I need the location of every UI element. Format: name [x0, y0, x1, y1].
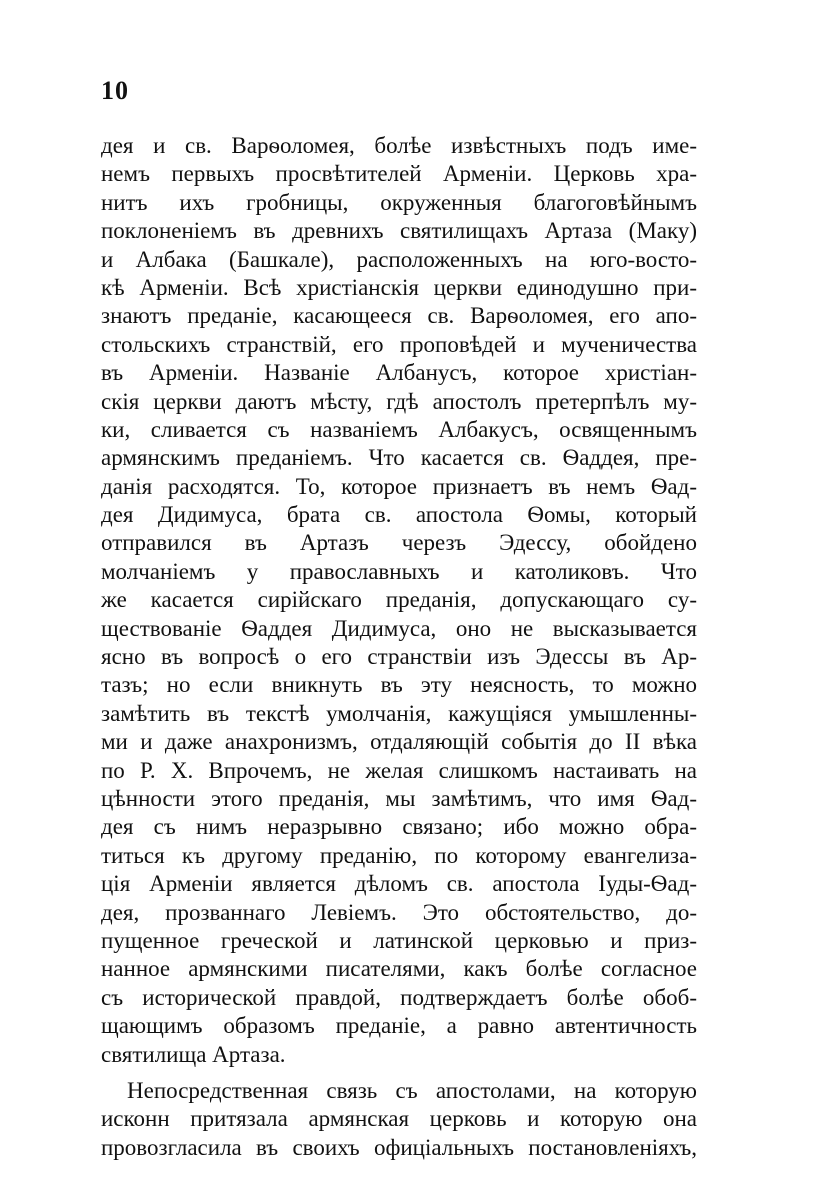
text-line: скія церкви даютъ мѣсту, гдѣ апостолъ претерпѣлъ му-	[101, 388, 697, 414]
text-line: исконн притязала армянская церковь и которую она	[101, 1106, 697, 1132]
paragraph-1	[101, 132, 697, 1069]
text-line: съ исторической правдой, подтверждаетъ болѣе обоб-	[101, 984, 697, 1010]
text-line: же касается сирійскаго преданія, допускающаго су-	[101, 587, 697, 613]
text-line: святилища Артаза.	[101, 1041, 286, 1067]
text-line: ми и даже анахронизмъ, отдаляющій событія до II вѣка	[101, 729, 697, 755]
text-line: дея Дидимуса, брата св. апостола Ѳомы, который	[101, 502, 697, 528]
text-line: поклоненіемъ въ древнихъ святилищахъ Артаза (Маку)	[101, 218, 697, 244]
paragraph-gap	[101, 1069, 697, 1077]
text-line: ки, сливается съ названіемъ Албакусъ, освященнымъ	[101, 416, 697, 442]
text-line: по Р. Х. Впрочемъ, не желая слишкомъ настаивать на	[101, 757, 697, 783]
page-text	[101, 132, 697, 1162]
text-line: молчаніемъ у православныхъ и католиковъ. Что	[101, 558, 697, 584]
text-line: ція Арменіи является дѣломъ св. апостола Іуды-Ѳад-	[101, 871, 697, 897]
text-line: знаютъ преданіе, касающееся св. Варѳоломея, его апо-	[101, 303, 697, 329]
text-line: дея съ нимъ неразрывно связано; ибо можно обра-	[101, 814, 697, 840]
text-line: титься къ другому преданію, по которому евангелиза-	[101, 842, 697, 868]
text-line: ясно въ вопросѣ о его странствіи изъ Эдессы въ Ар-	[101, 644, 697, 670]
text-line: отправился въ Артазъ черезъ Эдессу, обойдено	[101, 530, 697, 556]
text-line: нанное армянскими писателями, какъ болѣе согласное	[101, 956, 697, 982]
text-line: тазъ; но если вникнуть въ эту неясность, то можно	[101, 672, 697, 698]
paragraph-2	[101, 1077, 697, 1162]
text-line: Непосредственная связь съ апостолами, на которую	[127, 1077, 697, 1103]
text-line: стольскихъ странствій, его проповѣдей и мученичества	[101, 331, 697, 357]
text-line: цѣнности этого преданія, мы замѣтимъ, что имя Ѳад-	[101, 785, 697, 811]
text-line: пущенное греческой и латинской церковью и приз-	[101, 927, 697, 953]
text-line: нитъ ихъ гробницы, окруженныя благоговѣйнымъ	[101, 189, 697, 215]
text-line: ществованіе Ѳаддея Дидимуса, оно не высказывается	[101, 615, 697, 641]
text-line: армянскимъ преданіемъ. Что касается св. Ѳаддея, пре-	[101, 445, 697, 471]
text-line: дея, прозваннаго Левіемъ. Это обстоятельство, до-	[101, 899, 697, 925]
text-line: дея и св. Варѳоломея, болѣе извѣстныхъ подъ име-	[101, 133, 697, 158]
text-line: данія расходятся. То, которое признаетъ въ немъ Ѳад-	[101, 473, 697, 499]
text-line: провозгласила въ своихъ офиціальныхъ постановленіяхъ,	[101, 1134, 697, 1160]
text-line: щающимъ образомъ преданіе, а равно автентичность	[101, 1013, 697, 1039]
text-line: и Албака (Башкале), расположенныхъ на юго-восто-	[101, 246, 697, 272]
page-number: 10	[101, 76, 129, 105]
text-line: немъ первыхъ просвѣтителей Арменіи. Церковь хра-	[101, 161, 697, 187]
text-line: кѣ Арменіи. Всѣ христіанскія церкви единодушно при-	[101, 274, 697, 300]
text-line: въ Арменіи. Названіе Албанусъ, которое христіан-	[101, 360, 697, 386]
text-line: замѣтить въ текстѣ умолчанія, кажущіяся умышленны-	[101, 700, 697, 726]
